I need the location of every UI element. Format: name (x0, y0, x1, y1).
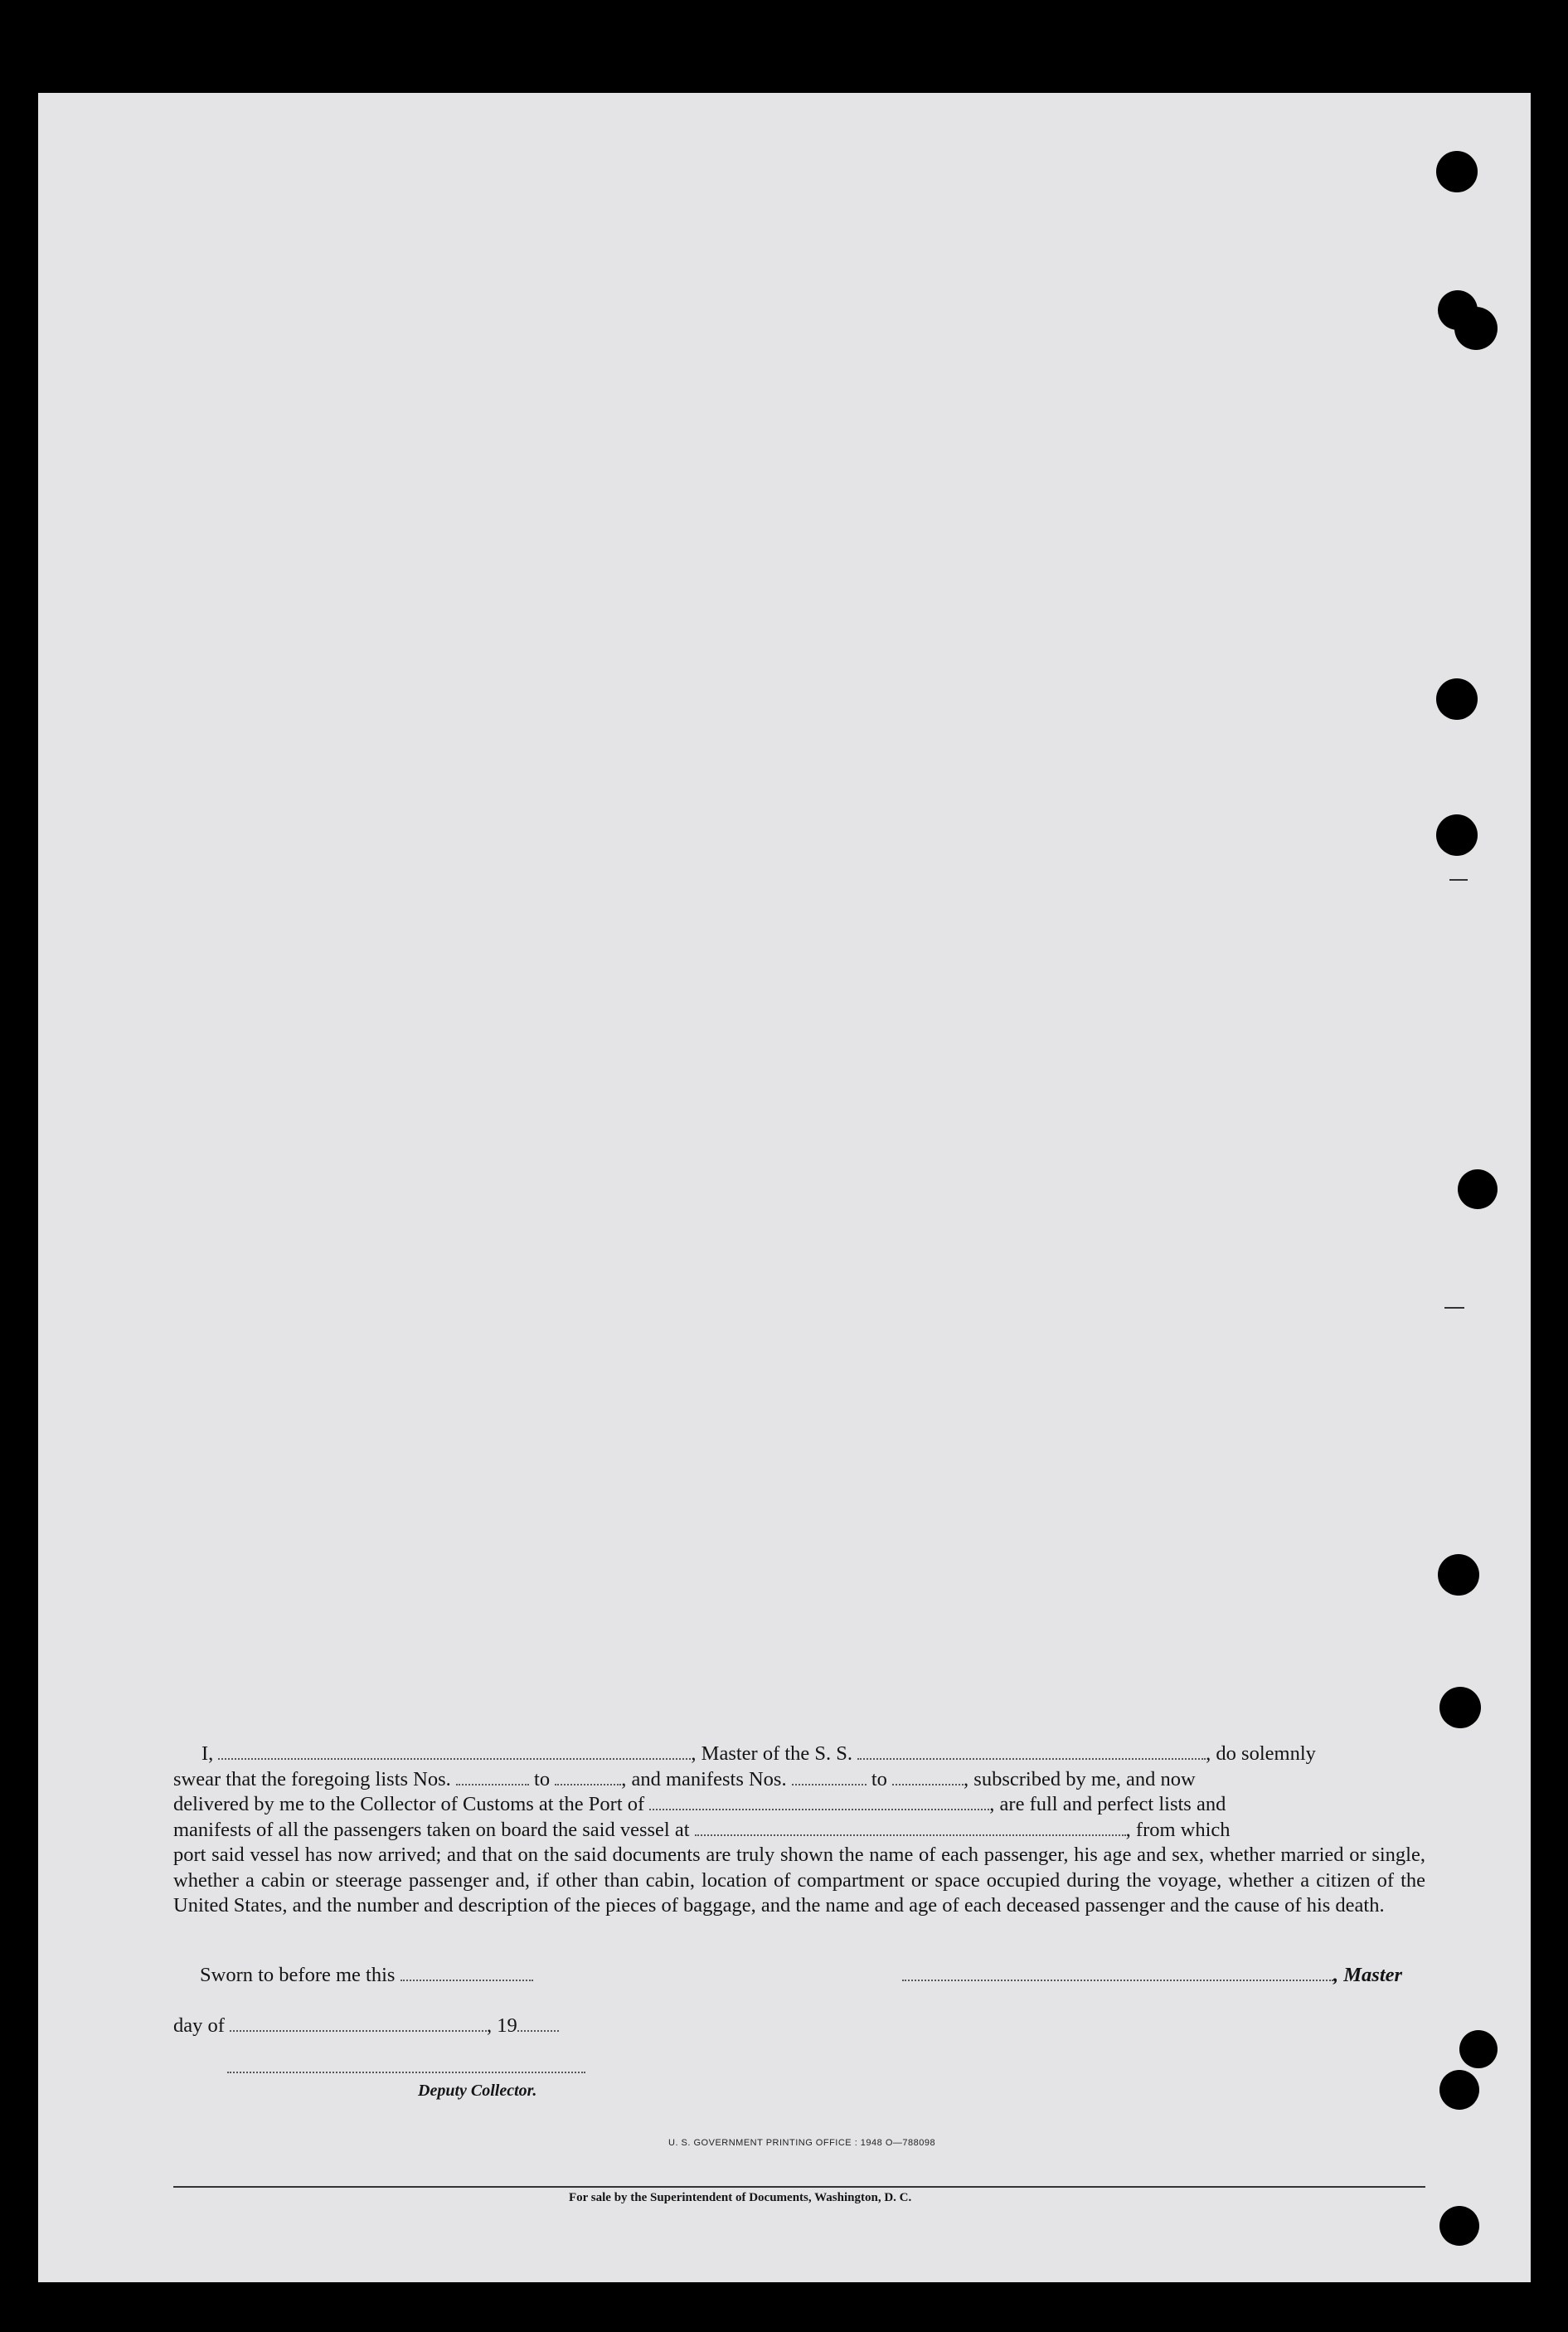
edge-mark (1444, 1307, 1464, 1309)
day-of-label: day of (173, 2014, 225, 2037)
binder-hole (1459, 2030, 1498, 2068)
master-label: , Master (1333, 1964, 1403, 1986)
binder-hole (1436, 814, 1478, 856)
master-name-blank (218, 1743, 691, 1760)
binder-hole (1436, 151, 1478, 192)
binder-hole (1458, 1169, 1498, 1209)
list-from-blank (456, 1769, 529, 1785)
oath-swear: swear that the foregoing lists Nos. (173, 1767, 451, 1790)
sworn-line (200, 1964, 533, 1987)
binder-hole (1436, 678, 1478, 720)
manifest-from-blank (792, 1769, 867, 1785)
list-to-blank (555, 1769, 621, 1785)
binder-hole (1439, 1687, 1481, 1728)
port-blank (649, 1794, 989, 1810)
oath-subscribed: , subscribed by me, and now (964, 1767, 1196, 1790)
year-prefix: , 19 (487, 2014, 517, 2037)
oath-master-of: , Master of the S. S. (691, 1742, 853, 1765)
deputy-signature-blank (227, 2072, 585, 2073)
embark-port-blank (695, 1819, 1126, 1836)
oath-manifests-of: manifests of all the passengers taken on board the said vessel at (173, 1818, 690, 1841)
master-signature-blank (902, 1965, 1333, 1981)
day-of-blank (230, 2015, 487, 2032)
oath-solemnly: , do solemnly (1206, 1742, 1316, 1765)
oath-i: I, (201, 1742, 214, 1765)
manifest-page (38, 93, 1531, 2282)
vessel-name-blank (857, 1743, 1206, 1760)
manifest-to-blank (892, 1769, 964, 1785)
oath-full: , are full and perfect lists and (989, 1793, 1226, 1815)
sworn-date-blank (400, 1965, 533, 1981)
gpo-imprint: U. S. GOVERNMENT PRINTING OFFICE : 1948 O—788098 (668, 2138, 936, 2148)
oath-delivered: delivered by me to the Collector of Customs at the Port of (173, 1793, 645, 1815)
year-blank (517, 2015, 559, 2032)
oath-from-which: , from which (1125, 1818, 1231, 1841)
binder-hole (1454, 307, 1498, 350)
edge-mark (1449, 879, 1468, 881)
oath-body: port said vessel has now arrived; and that on the said documents are truly shown the name of each passenger, his age and sex, whether married or single, whether a cabin or steerage passenger and, if other than cabin, location of compartment or space occupied during the voyage, whether a citizen of the United States, and the number and description of the pieces of baggage, and the name and age of each deceased passenger and the cause of his death. (173, 1844, 1425, 1917)
sworn-label: Sworn to before me this (200, 1964, 396, 1986)
oath-paragraph (173, 1742, 1425, 1919)
bleed-through-header-1 (229, 317, 245, 343)
footer-rule (173, 2186, 1425, 2188)
oath-to-2: to (871, 1767, 887, 1790)
day-of-line (173, 2014, 559, 2038)
master-signature-line (902, 1964, 1402, 1987)
deputy-collector-label: Deputy Collector. (418, 2082, 537, 2100)
binder-hole (1439, 2070, 1479, 2110)
binder-hole (1439, 2206, 1479, 2246)
oath-manifests: , and manifests Nos. (621, 1767, 787, 1790)
for-sale-note: For sale by the Superintendent of Documents, Washington, D. C. (569, 2191, 912, 2204)
oath-to-1: to (534, 1767, 551, 1790)
binder-hole (1438, 1554, 1479, 1596)
